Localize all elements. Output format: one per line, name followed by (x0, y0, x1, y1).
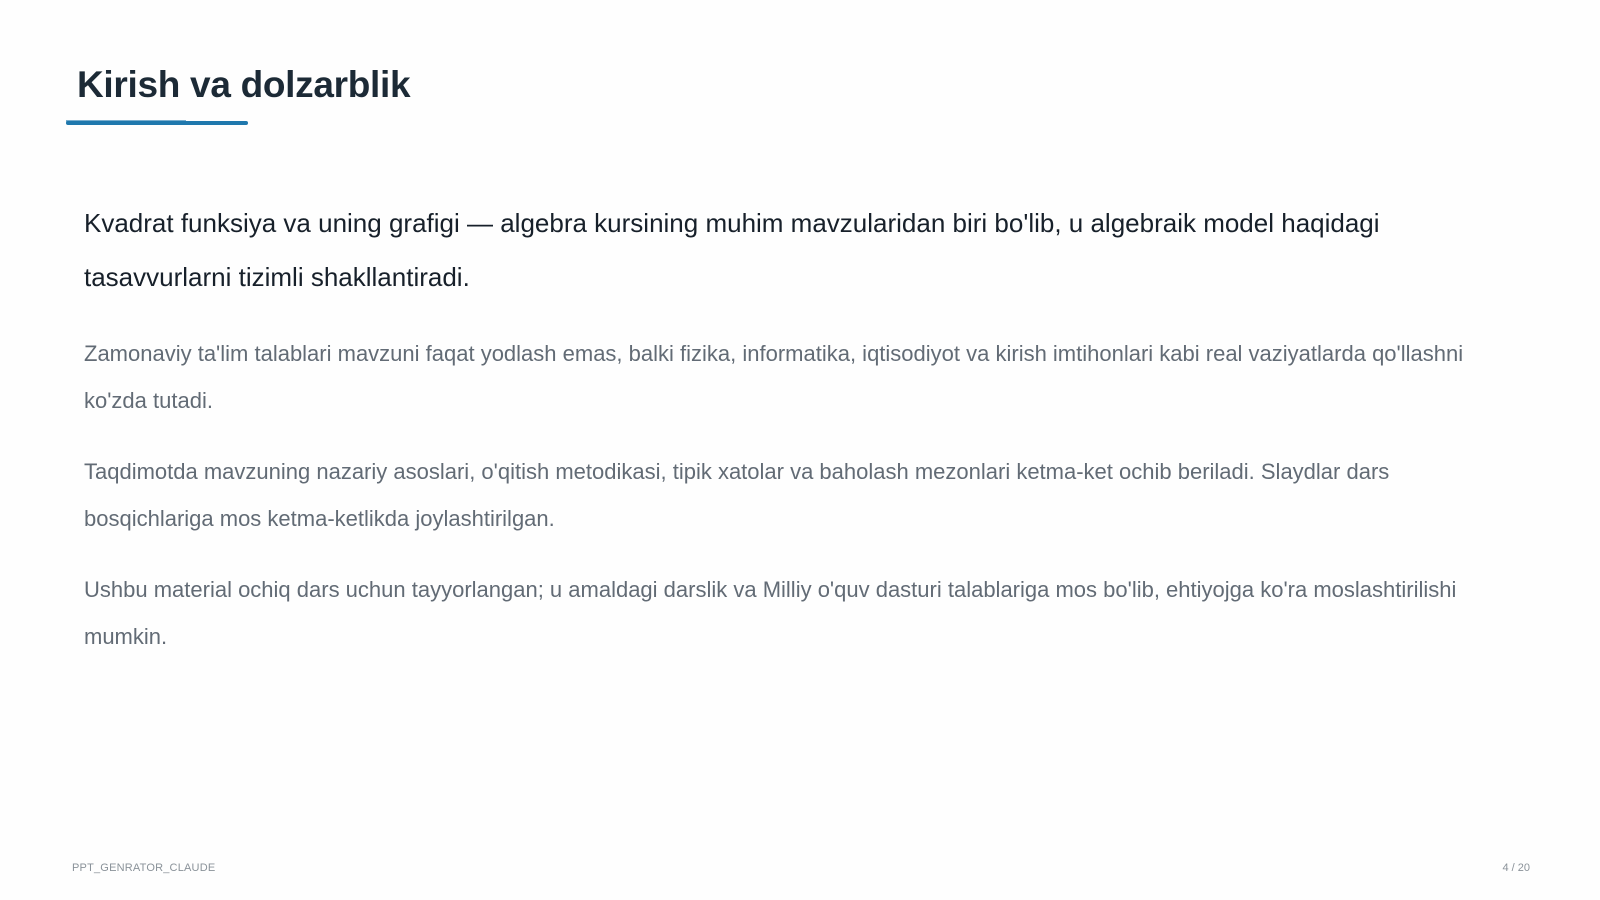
footer-label: PPT_GENRATOR_CLAUDE (72, 862, 216, 874)
page-number: 4 / 20 (1502, 862, 1530, 874)
slide-content (84, 196, 1524, 684)
lead-paragraph: Kvadrat funksiya va uning grafigi — algebra kursining muhim mavzularidan biri bo'lib, u algebraik model haqidagi tasavvurlarni tizimli shakllantiradi. (84, 208, 1380, 292)
body-paragraph: Ushbu material ochiq dars uchun tayyorlangan; u amaldagi darslik va Milliy o'quv dasturi talablariga mos bo'lib, ehtiyojga ko'ra moslashtirilishi mumkin. (84, 577, 1457, 649)
body-paragraph: Taqdimotda mavzuning nazariy asoslari, o'qitish metodikasi, tipik xatolar va baholash mezonlari ketma-ket ochib beriladi. Slaydlar dars bosqichlariga mos ketma-ketlikda joylashtirilgan. (84, 459, 1390, 531)
body-paragraph: Zamonaviy ta'lim talablari mavzuni faqat yodlash emas, balki fizika, informatika, iqtisodiyot va kirish imtihonlari kabi real vaziyatlarda qo'llashni ko'zda tutadi. (84, 341, 1464, 413)
title-underline-accent (66, 120, 186, 122)
slide-title: Kirish va dolzarblik (77, 64, 411, 105)
